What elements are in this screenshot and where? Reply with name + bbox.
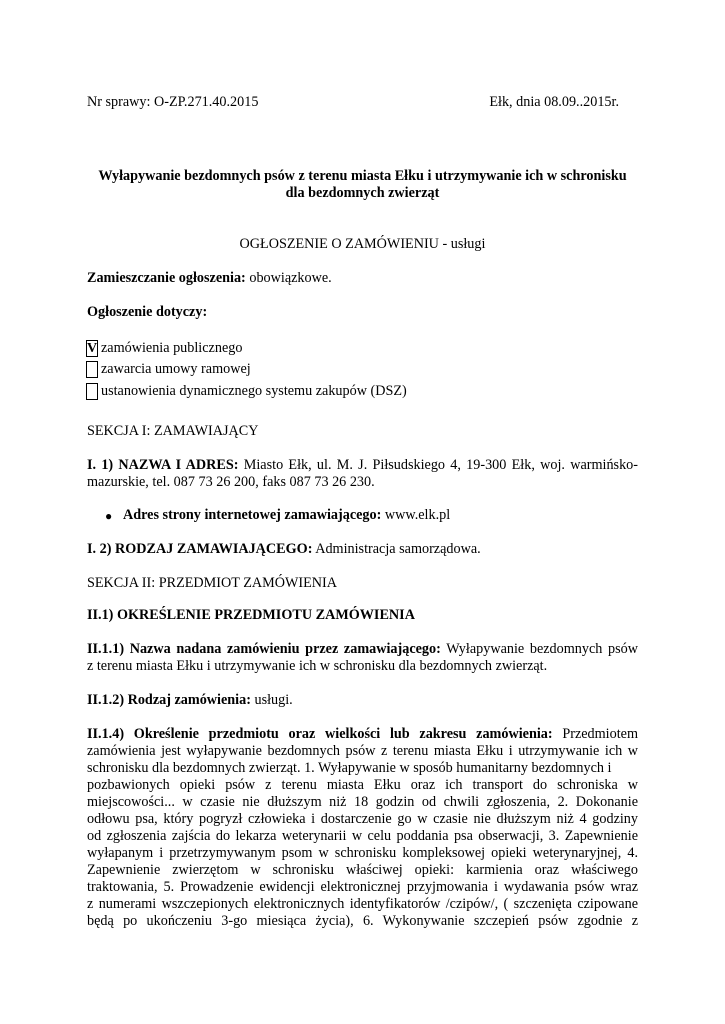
scope-line: pozbawionych opieki psów z terenu miasta Ełku oraz ich transport do schroniska w xyxy=(87,777,638,793)
website-row xyxy=(123,507,450,524)
concerns-label: Ogłoszenie dotyczy: xyxy=(87,304,208,320)
option-label-public-contract: zamówienia publicznego xyxy=(101,340,243,356)
option-label-dsz: ustanowienia dynamicznego systemu zakupów (DSZ) xyxy=(101,383,407,399)
name-address-line-2: mazurskie, tel. 087 73 26 200, faks 087 73 26 230. xyxy=(87,474,375,490)
buyer-type-value: Administracja samorządowa. xyxy=(312,541,481,557)
section-2-heading: SEKCJA II: PRZEDMIOT ZAMÓWIENIA xyxy=(87,575,337,591)
contract-kind-row xyxy=(87,692,293,709)
document-title-line-1: Wyłapywanie bezdomnych psów z terenu miasta Ełku i utrzymywanie ich w schronisku xyxy=(98,168,627,184)
scope-line: wyłapanym i przetrzymywanym psom w schronisku kompleksowej opieki weterynaryjnej, 4. xyxy=(87,845,638,861)
website-label: Adres strony internetowej zamawiającego: xyxy=(123,507,382,523)
option-checkbox-public-contract[interactable]: V xyxy=(87,341,98,356)
option-label-framework-agreement: zawarcia umowy ramowej xyxy=(101,361,251,377)
name-address-line-1 xyxy=(87,457,638,474)
contract-name-line-2: z terenu miasta Ełku i utrzymywanie ich w schronisku dla bezdomnych zwierząt. xyxy=(87,658,548,674)
name-address-value: Miasto Ełk, ul. M. J. Piłsudskiego 4, 19-300 Ełk, woj. warmińsko- xyxy=(238,457,638,473)
scope-line: odłowu psa, który pogryzł człowieka i dostarczenie go w czasie nie dłuższym niż 4 godziny xyxy=(87,811,638,827)
scope-line: Zapewnienie zwierzętom w schronisku właściwej opieki: karmienia oraz właściwego xyxy=(87,862,638,878)
case-number: Nr sprawy: O-ZP.271.40.2015 xyxy=(87,94,259,110)
scope-line-1 xyxy=(87,726,638,743)
contract-kind-label: II.1.2) Rodzaj zamówienia: xyxy=(87,692,251,708)
option-checkbox-dsz[interactable] xyxy=(86,383,98,400)
scope-line: zamówienia jest wyłapywanie bezdomnych psów z terenu miasta Ełku i utrzymywanie ich w xyxy=(87,743,638,759)
website-value[interactable]: www.elk.pl xyxy=(381,507,451,523)
name-address-label: I. 1) NAZWA I ADRES: xyxy=(87,457,239,473)
contract-name-value: Wyłapywanie bezdomnych psów xyxy=(440,641,638,657)
section-2-subheading: II.1) OKREŚLENIE PRZEDMIOTU ZAMÓWIENIA xyxy=(87,607,415,623)
scope-line: z numerami wszczepionych elektronicznych identyfikatorów /czipów/, ( szczenięta czipowane xyxy=(87,896,638,912)
notice-title: OGŁOSZENIE O ZAMÓWIENIU - usługi xyxy=(239,236,486,252)
section-1-heading: SEKCJA I: ZAMAWIAJĄCY xyxy=(87,423,259,439)
buyer-type-row xyxy=(87,541,481,558)
publication-row xyxy=(87,270,332,287)
contract-name-label: II.1.1) Nazwa nadana zamówieniu przez zamawiającego: xyxy=(87,641,441,657)
publication-label: Zamieszczanie ogłoszenia: xyxy=(87,270,246,286)
publication-value: obowiązkowe. xyxy=(245,270,332,286)
buyer-type-label: I. 2) RODZAJ ZAMAWIAJĄCEGO: xyxy=(87,541,313,557)
scope-line: miejscowości... w czasie nie dłuższym niż 18 godzin od chwili zgłoszenia, 2. Dokonanie xyxy=(87,794,638,810)
document-title-line-2: dla bezdomnych zwierząt xyxy=(285,185,440,201)
scope-label: II.1.4) Określenie przedmiotu oraz wielkości lub zakresu zamówienia: xyxy=(87,726,553,742)
bullet-icon: ● xyxy=(105,509,113,523)
scope-first: Przedmiotem xyxy=(552,726,638,742)
contract-name-line-1 xyxy=(87,641,638,658)
scope-line: będą po ukończeniu 3-go miesiąca życia), 6. Wykonywanie szczepień psów zgodnie z xyxy=(87,913,638,929)
scope-line: schronisku dla bezdomnych zwierząt. 1. Wyłapywanie w sposób humanitarny bezdomnych i xyxy=(87,760,612,776)
option-checkbox-framework-agreement[interactable] xyxy=(86,361,98,378)
place-date: Ełk, dnia 08.09..2015r. xyxy=(489,94,619,110)
contract-kind-value: usługi. xyxy=(250,692,293,708)
scope-line: od zgłoszenia zajścia do lekarza weterynarii w celu poddania psa obserwacji, 3. Zapewnienie xyxy=(87,828,638,844)
scope-line: traktowania, 5. Prowadzenie ewidencji elektronicznej przyjmowania i wydawania psów wraz xyxy=(87,879,638,895)
